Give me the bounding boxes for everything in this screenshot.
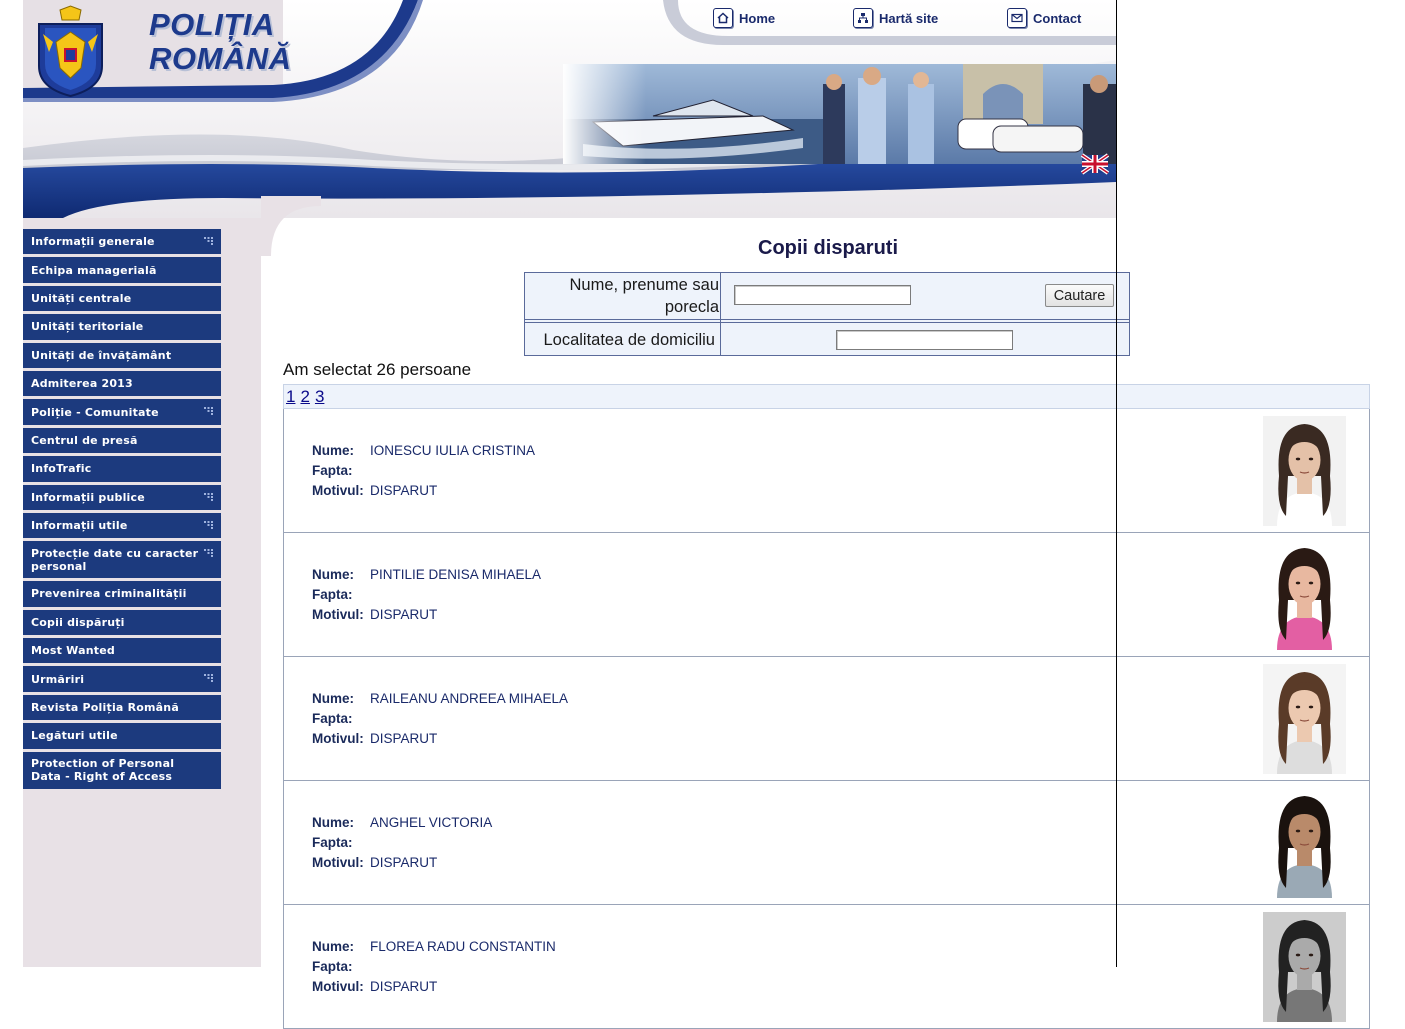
fact-label: Fapta: xyxy=(312,711,353,726)
person-reason: DISPARUT xyxy=(370,855,438,870)
sidebar-item-6[interactable] xyxy=(23,371,221,399)
sidebar-item-9[interactable] xyxy=(23,456,221,484)
uk-flag-icon[interactable] xyxy=(1082,155,1108,173)
table-row xyxy=(283,533,1370,657)
person-name: FLOREA RADU CONSTANTIN xyxy=(370,939,556,954)
sidebar-item-10[interactable] xyxy=(23,485,221,513)
person-field xyxy=(312,709,568,729)
reason-label: Motivul: xyxy=(312,979,364,994)
page-link-3[interactable]: 3 xyxy=(314,386,325,406)
sidebar-item-2[interactable] xyxy=(23,257,221,285)
person-field xyxy=(312,605,541,625)
sidebar-item-15[interactable] xyxy=(23,638,221,666)
sidebar-item-label: Admiterea 2013 xyxy=(31,377,133,391)
search-button[interactable]: Cautare xyxy=(1045,284,1114,307)
person-reason: DISPARUT xyxy=(370,979,438,994)
table-row xyxy=(283,409,1370,533)
portrait-image xyxy=(1263,416,1346,526)
top-navigation xyxy=(713,0,1116,36)
form-column-divider xyxy=(720,273,721,355)
table-row xyxy=(283,657,1370,781)
reason-label: Motivul: xyxy=(312,607,364,622)
portrait-image xyxy=(1263,540,1346,650)
person-photo[interactable] xyxy=(1263,540,1346,650)
fact-label: Fapta: xyxy=(312,463,353,478)
person-reason: DISPARUT xyxy=(370,483,438,498)
locality-label: Localitatea de domiciliu xyxy=(543,331,715,349)
sidebar-item-14[interactable] xyxy=(23,610,221,638)
search-form xyxy=(524,272,1130,356)
submenu-indicator-icon xyxy=(204,549,213,557)
sidebar-item-label: Protecție date cu caracter personal xyxy=(31,546,199,573)
person-info xyxy=(312,565,541,625)
nav-sitemap-link[interactable] xyxy=(853,7,938,29)
sidebar-menu xyxy=(23,229,221,792)
portrait-image xyxy=(1263,788,1346,898)
form-row-divider xyxy=(525,319,1129,323)
person-info xyxy=(312,441,535,501)
fact-label: Fapta: xyxy=(312,835,353,850)
nav-sitemap-label: Hartă site xyxy=(879,10,939,26)
person-photo[interactable] xyxy=(1263,416,1346,526)
table-row xyxy=(283,781,1370,905)
person-field xyxy=(312,689,568,709)
page-title: Copii disparuti xyxy=(758,237,898,259)
sidebar-item-17[interactable] xyxy=(23,695,221,723)
person-name: RAILEANU ANDREEA MIHAELA xyxy=(370,691,569,706)
sidebar-item-4[interactable] xyxy=(23,314,221,342)
page-link-1[interactable]: 1 xyxy=(286,386,296,406)
page-link-2[interactable]: 2 xyxy=(300,386,310,406)
sidebar-item-3[interactable] xyxy=(23,286,221,314)
envelope-icon xyxy=(1007,8,1027,28)
sidebar-item-16[interactable] xyxy=(23,666,221,694)
nav-home-link[interactable] xyxy=(713,7,775,29)
name-label: Nume: xyxy=(312,691,355,706)
portrait-image xyxy=(1263,664,1346,774)
sidebar-item-label: Poliție - Comunitate xyxy=(31,405,159,419)
sidebar-item-8[interactable] xyxy=(23,428,221,456)
sidebar-item-7[interactable] xyxy=(23,399,221,427)
brand-line-2: ROMÂNĂ xyxy=(149,41,292,76)
person-field xyxy=(312,481,535,501)
person-field xyxy=(312,729,568,749)
name-label: Nume: xyxy=(312,443,355,458)
sidebar-item-label: Echipa managerială xyxy=(31,263,157,277)
sidebar-item-label: Informații generale xyxy=(31,235,155,249)
name-label: Nume: xyxy=(312,567,355,582)
content-rounded-corner xyxy=(261,196,321,256)
person-field xyxy=(312,957,556,977)
sidebar-item-label: Protection of Personal Data - Right of Access xyxy=(31,757,175,784)
name-search-label: Nume, prenume sau porecla xyxy=(569,276,719,316)
nav-contact-label: Contact xyxy=(1033,10,1082,26)
nav-home-label: Home xyxy=(739,10,776,26)
home-icon xyxy=(713,8,733,28)
person-field xyxy=(312,585,541,605)
person-field xyxy=(312,565,541,585)
person-name: IONESCU IULIA CRISTINA xyxy=(370,443,536,458)
person-field xyxy=(312,937,556,957)
submenu-indicator-icon xyxy=(204,493,213,501)
sidebar-item-19[interactable] xyxy=(23,752,221,792)
sidebar-item-label: Centrul de presă xyxy=(31,433,138,447)
results-list xyxy=(283,409,1370,1029)
layout-divider-line xyxy=(1116,0,1117,967)
name-search-input[interactable] xyxy=(734,285,911,305)
reason-label: Motivul: xyxy=(312,731,364,746)
sidebar-item-5[interactable] xyxy=(23,343,221,371)
person-reason: DISPARUT xyxy=(370,607,438,622)
brand-title xyxy=(149,8,319,76)
pagination xyxy=(283,384,1370,409)
sidebar-item-label: Unități teritoriale xyxy=(31,320,144,334)
sidebar-item-label: InfoTrafic xyxy=(31,462,92,476)
brand-line-1: POLIȚIA xyxy=(149,7,275,42)
sidebar-item-13[interactable] xyxy=(23,581,221,609)
name-label: Nume: xyxy=(312,939,355,954)
sidebar-item-12[interactable] xyxy=(23,541,221,581)
submenu-indicator-icon xyxy=(204,674,213,682)
nav-contact-link[interactable] xyxy=(1007,7,1081,29)
name-label: Nume: xyxy=(312,815,355,830)
sidebar-item-label: Informații publice xyxy=(31,490,145,504)
table-row xyxy=(283,905,1370,1029)
sidebar-item-18[interactable] xyxy=(23,723,221,751)
sidebar-item-label: Prevenirea criminalității xyxy=(31,587,187,601)
reason-label: Motivul: xyxy=(312,483,364,498)
person-reason: DISPARUT xyxy=(370,731,438,746)
person-field xyxy=(312,441,535,461)
sidebar-item-label: Unități de învățământ xyxy=(31,348,172,362)
submenu-indicator-icon xyxy=(204,237,213,245)
portrait-image xyxy=(1263,912,1346,1022)
romanian-police-crest-logo xyxy=(33,6,108,98)
person-field xyxy=(312,977,556,997)
person-photo[interactable] xyxy=(1263,788,1346,898)
person-info xyxy=(312,937,556,997)
person-photo[interactable] xyxy=(1263,912,1346,1022)
person-photo[interactable] xyxy=(1263,664,1346,774)
person-field xyxy=(312,833,492,853)
result-count: Am selectat 26 persoane xyxy=(283,360,472,379)
person-field xyxy=(312,853,492,873)
locality-input[interactable] xyxy=(836,330,1013,350)
submenu-indicator-icon xyxy=(204,521,213,529)
person-field xyxy=(312,461,535,481)
sidebar-item-11[interactable] xyxy=(23,513,221,541)
police-photo-collage xyxy=(563,64,1116,164)
person-name: ANGHEL VICTORIA xyxy=(370,815,493,830)
sidebar-item-label: Urmăriri xyxy=(31,672,85,686)
sidebar-item-label: Revista Poliția Română xyxy=(31,701,179,715)
person-info xyxy=(312,689,568,749)
reason-label: Motivul: xyxy=(312,855,364,870)
sidebar-item-label: Most Wanted xyxy=(31,644,115,658)
sidebar-item-label: Informații utile xyxy=(31,519,128,533)
fact-label: Fapta: xyxy=(312,587,353,602)
sidebar-item-label: Legături utile xyxy=(31,729,118,743)
sidebar-item-1[interactable] xyxy=(23,229,221,257)
sidebar-item-label: Copii dispăruți xyxy=(31,615,125,629)
sitemap-icon xyxy=(853,8,873,28)
sidebar-item-label: Unități centrale xyxy=(31,291,132,305)
site-header xyxy=(23,0,1116,218)
person-field xyxy=(312,813,492,833)
submenu-indicator-icon xyxy=(204,407,213,415)
person-name: PINTILIE DENISA MIHAELA xyxy=(370,567,542,582)
fact-label: Fapta: xyxy=(312,959,353,974)
person-info xyxy=(312,813,492,873)
